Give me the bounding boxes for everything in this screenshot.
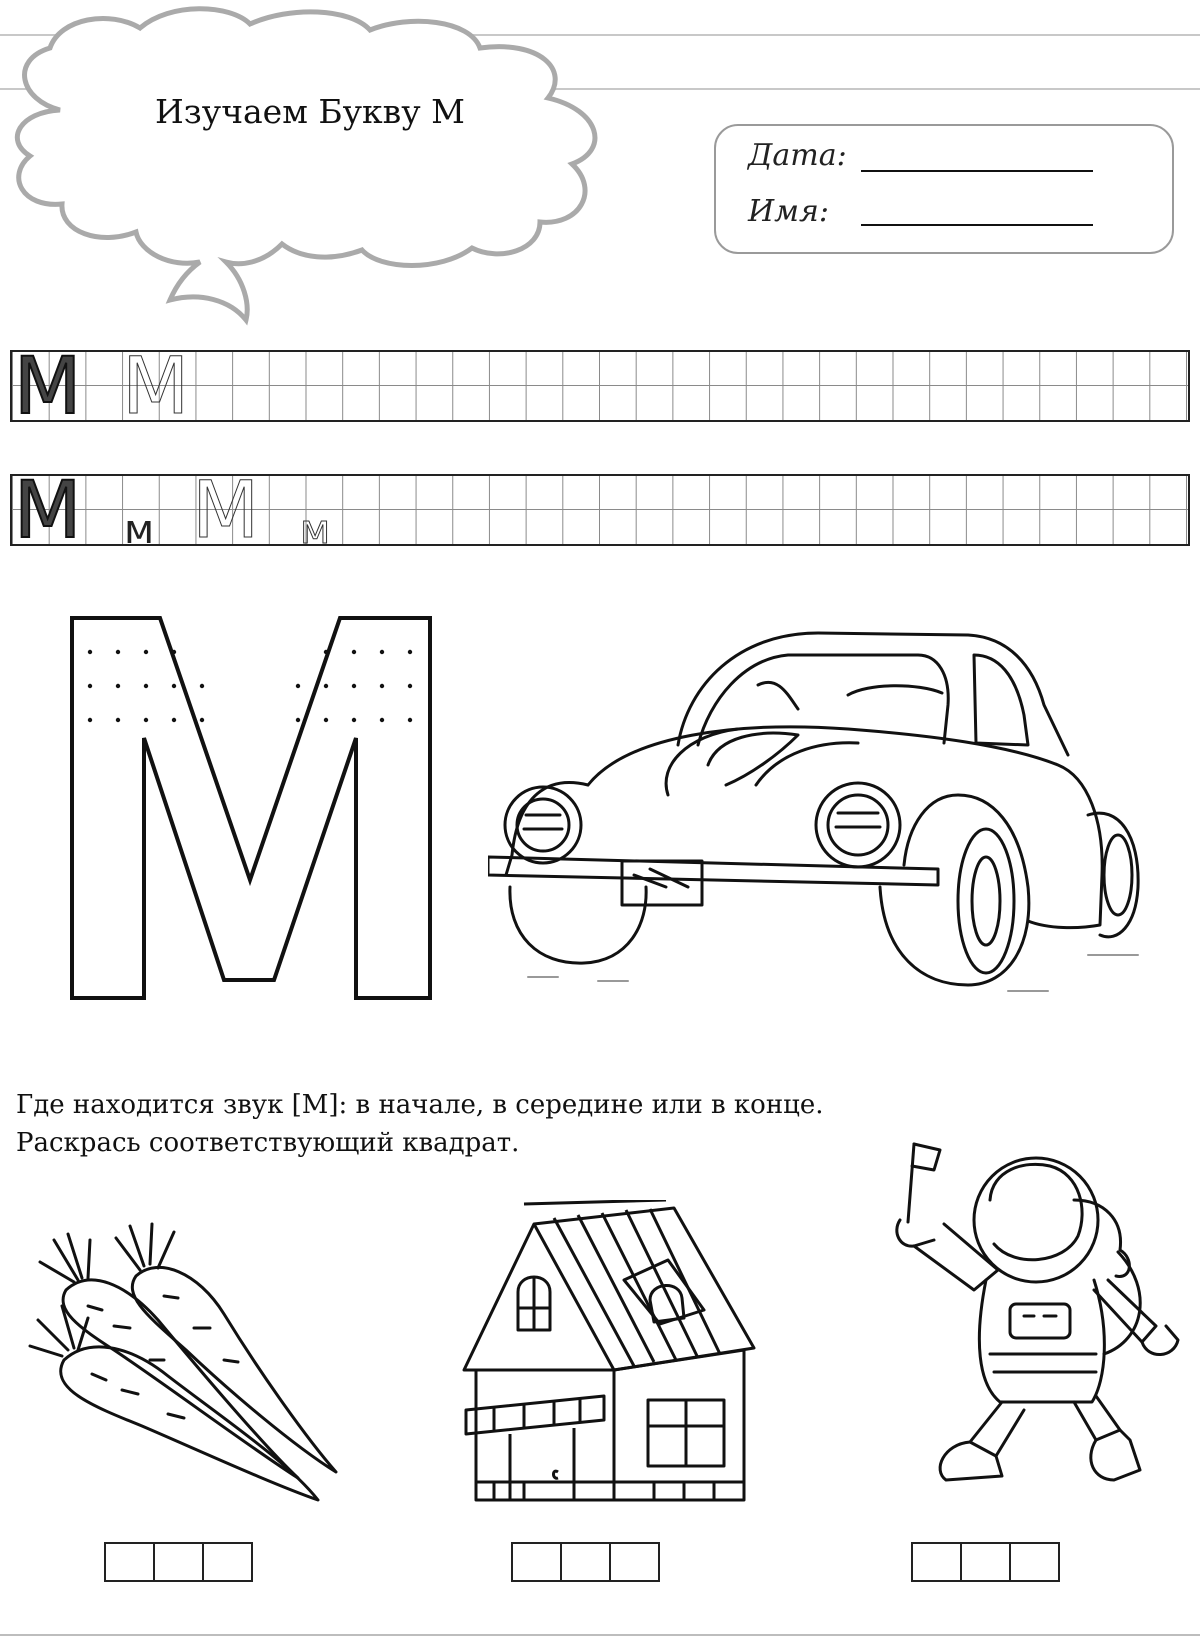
name-line[interactable] — [861, 224, 1093, 226]
answer-box-start[interactable] — [104, 1542, 155, 1582]
name-label: Имя: — [748, 194, 830, 229]
big-letter-outline[interactable] — [68, 610, 448, 1006]
instructions — [16, 1086, 824, 1162]
answer-box-middle[interactable] — [560, 1542, 611, 1582]
cloud-bubble — [0, 0, 640, 340]
astronaut-icon[interactable] — [874, 1140, 1184, 1500]
trace-letter-small-dotted: м — [300, 507, 331, 553]
sample-letter-bold: М — [14, 342, 82, 432]
date-name-box — [714, 124, 1174, 254]
carrot-icon[interactable] — [18, 1210, 358, 1510]
practice-row-2[interactable] — [10, 466, 1190, 556]
answer-boxes-house[interactable] — [511, 1542, 658, 1582]
answer-box-end[interactable] — [202, 1542, 253, 1582]
answer-box-start[interactable] — [911, 1542, 962, 1582]
answer-box-end[interactable] — [609, 1542, 660, 1582]
answer-box-middle[interactable] — [960, 1542, 1011, 1582]
house-icon[interactable] — [454, 1200, 764, 1510]
sample-letter-bold-2: М — [14, 466, 82, 556]
date-line[interactable] — [861, 170, 1093, 172]
date-label: Дата: — [748, 138, 847, 173]
page-title: Изучаем Букву М — [155, 92, 465, 131]
answer-box-end[interactable] — [1009, 1542, 1060, 1582]
instruction-line-2: Раскрась соответствующий квадрат. — [16, 1128, 520, 1158]
answer-boxes-astronaut[interactable] — [911, 1542, 1058, 1582]
instruction-line-1: Где находится звук [М]: в начале, в середине или в конце. — [16, 1090, 824, 1120]
answer-boxes-carrot[interactable] — [104, 1542, 251, 1582]
trace-letter-dotted: М — [122, 342, 190, 432]
trace-letter-dotted-2: М — [192, 466, 260, 556]
answer-box-start[interactable] — [511, 1542, 562, 1582]
answer-box-middle[interactable] — [153, 1542, 204, 1582]
car-icon[interactable] — [488, 625, 1158, 1025]
bottom-rule — [0, 1634, 1200, 1636]
sample-letter-small: м — [124, 507, 155, 553]
practice-row-1[interactable] — [10, 342, 1190, 432]
